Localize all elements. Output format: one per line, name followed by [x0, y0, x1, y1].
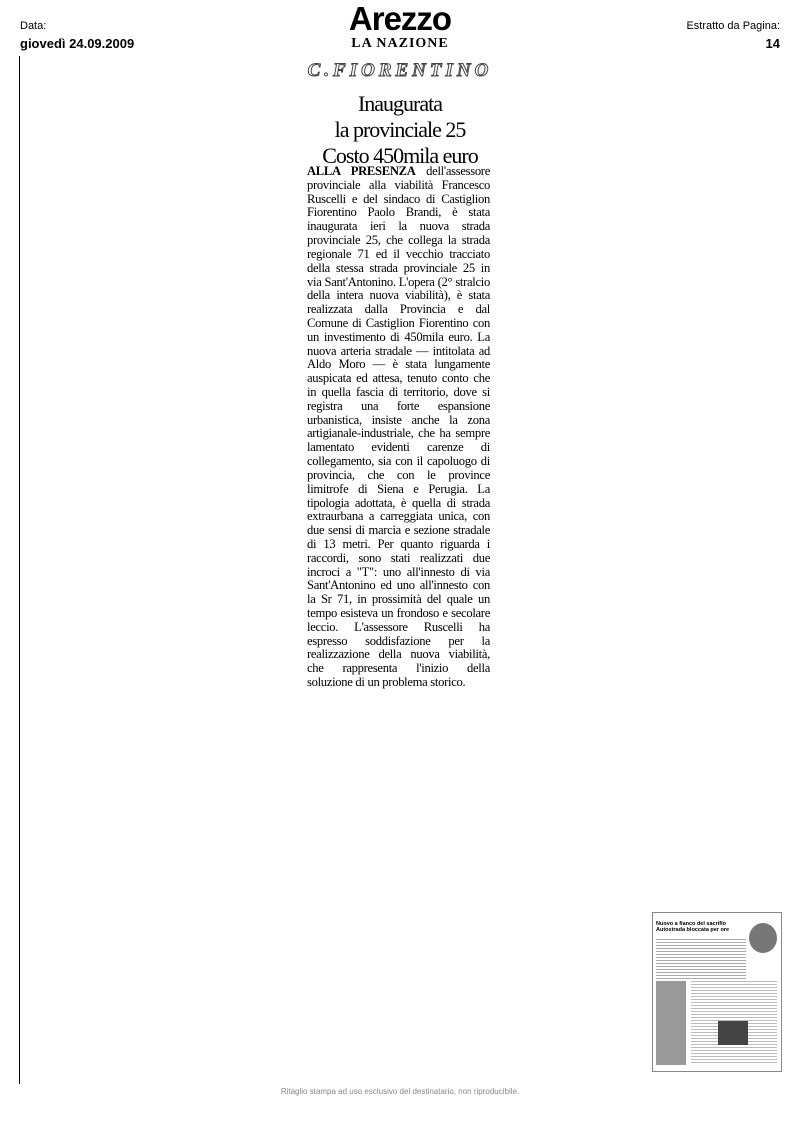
- thumbnail-image: [718, 1021, 748, 1045]
- headline-line-1: Inaugurata: [357, 91, 443, 116]
- date-label: Data:: [20, 20, 47, 32]
- thumbnail-title-line-1: Nuovo a fianco del sacrifio: [656, 921, 726, 927]
- date-value: giovedì 24.09.2009: [20, 36, 135, 51]
- page-number: 14: [765, 36, 780, 51]
- page-block: [686, 20, 780, 52]
- page-label: Estratto da Pagina:: [686, 20, 780, 32]
- left-margin-rule: [19, 56, 20, 1084]
- thumbnail-text-lines: [656, 939, 746, 979]
- article-headline: [300, 91, 500, 169]
- section-label: C.FIORENTINO: [307, 60, 493, 81]
- headline-line-3: Costo 450mila euro: [322, 143, 478, 168]
- thumbnail-photo: [749, 923, 777, 953]
- masthead: [300, 0, 500, 51]
- article-text: dell'assessore provinciale alla viabilità Francesco Ruscelli e del sindaco di Castiglion Fiorentino Paolo Brandi, è stata inaugurata ieri la nuova strada provinciale 25, che collega la strada regionale 71 ed il vecchio tracciato della stessa strada provinciale 25 in via Sant'Antonino. L'opera (2° stralcio della intera nuova viabilità), è stata realizzata dalla Provincia e dal Comune di Castiglion Fiorentino con un investimento di 450mila euro. La nuova arteria stradale — intitolata ad Aldo Moro — è stata lungamente auspicata ed attesa, tenuto conto che in quella fascia di territorio, dove si registra una forte espansione urbanistica, insiste anche la zona artigianale-industriale, che ha sempre lamentato evidenti carenze di collegamento, sia con il capoluogo di provincia, che con le province limitrofe di Siena e Perugia. La tipologia adottata, è quella di strada extraurbana a carreggiata unica, con due sensi di marcia e sezione stradale di 13 metri. Per quanto riguarda i raccordi, sono stati realizzati due incroci a "T": uno all'innesto di via Sant'Antonino ed uno all'innesto con la Sr 71, in prossimità del quale un tempo esisteva un frondoso e secolare leccio. L'assessore Ruscelli ha espresso soddisfazione per la realizzazione della nuova viabilità, che rappresenta l'inizio della soluzione di un problema storico.: [307, 164, 490, 690]
- article-lead: ALLA PRESENZA: [307, 164, 416, 178]
- masthead-paper: LA NAZIONE: [351, 36, 449, 51]
- footer-note: Ritaglio stampa ad uso esclusivo del destinatario, non riproducibile.: [280, 1087, 520, 1096]
- page-thumbnail: [652, 912, 782, 1072]
- article-body: [307, 165, 490, 690]
- headline-line-2: la provinciale 25: [334, 117, 466, 142]
- thumbnail-title-line-2: Autostrada bloccata per ore: [656, 927, 730, 933]
- date-block: [20, 20, 134, 52]
- thumbnail-left-column: [656, 981, 686, 1065]
- masthead-city: Arezzo: [348, 0, 452, 37]
